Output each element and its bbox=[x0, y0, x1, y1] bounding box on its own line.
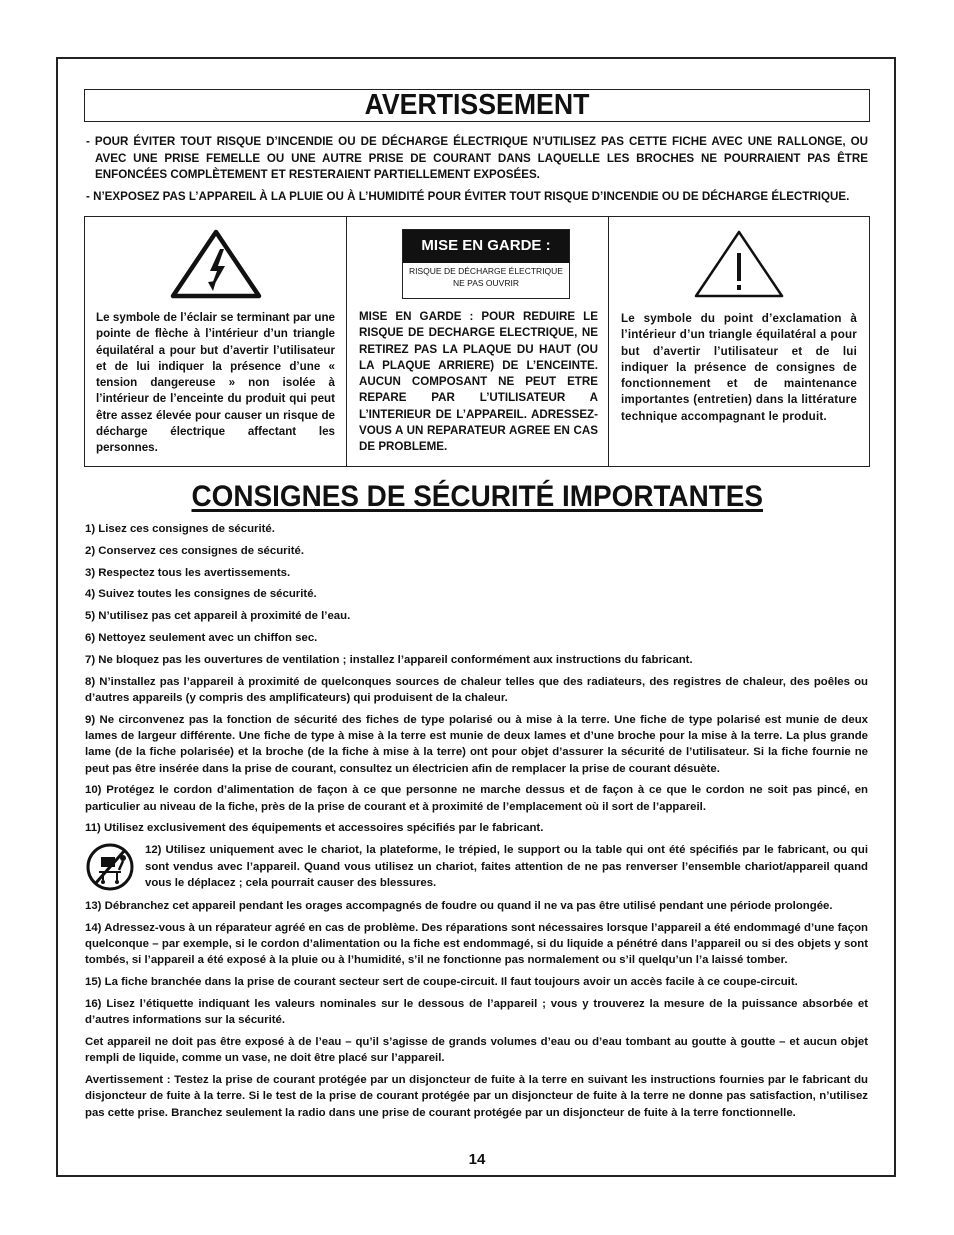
instruction-item: 8) N’installez pas l’appareil à proximité de quelconques sources de chaleur telles que des radiateurs, des registres de chaleur, des poêles ou d’autres appareils (y compris des amplificateurs) qui produisent de la chaleur. bbox=[85, 675, 868, 704]
safety-heading bbox=[84, 480, 870, 514]
warning-paragraph: - N’EXPOSEZ PAS L’APPAREIL À LA PLUIE OU À L’HUMIDITÉ POUR ÉVITER TOUT RISQUE D’INCENDIE OU DE DÉCHARGE ÉLECTRIQUE. bbox=[86, 190, 850, 203]
instruction-item: Avertissement : Testez la prise de courant protégée par un disjoncteur de fuite à la terre en suivant les instructions fournies par le fabricant du disjoncteur de fuite à la terre. Si le test de la prise de courant protégée par un disjoncteur de fuite à la terre ne donne pas satisfaction, n’utilisez pas cette prise. Branchez seulement la radio dans une prise de courant protégée par un disjoncteur de fuite à la terre fonctionnelle. bbox=[85, 1073, 868, 1119]
caution-cell bbox=[346, 217, 608, 466]
instruction-item: 10) Protégez le cordon d’alimentation de façon à ce que personne ne marche dessus et de façon à ce que le cordon ne soit pas pincé, en particulier au niveau de la fiche, près de la prise de courant et à proximité de l’emplacement où il sort de l’appareil. bbox=[85, 784, 868, 813]
instruction-item: 15) La fiche branchée dans la prise de courant secteur sert de coupe-circuit. Il faut toujours avoir un accès facile à ce coupe-circuit. bbox=[85, 975, 798, 988]
safety-title: CONSIGNES DE SÉCURITÉ IMPORTANTES bbox=[191, 480, 763, 513]
caution-label: MISE EN GARDE : bbox=[403, 230, 569, 263]
caution-sub-label bbox=[403, 263, 569, 289]
instruction-item: 3) Respectez tous les avertissements. bbox=[85, 566, 291, 579]
caution-sub-line: RISQUE DE DÉCHARGE ÉLECTRIQUE bbox=[409, 266, 563, 276]
page-number: 14 bbox=[468, 1151, 486, 1168]
instruction-item: 5) N’utilisez pas cet appareil à proximité de l’eau. bbox=[85, 610, 351, 623]
exclamation-triangle-icon bbox=[693, 229, 785, 299]
warning-title-box bbox=[84, 89, 870, 122]
instruction-item: 9) Ne circonvenez pas la fonction de sécurité des fiches de type polarisé ou à mise à la terre. Une fiche de type polarisé est munie de deux lames de largeur différente. Une fiche de type à mise à la terre est munie de deux lames et d’une broche pour la mise à la terre. La plus grande lame (de la fiche polarisée) et la broche (de la fiche à mise à la terre) ont pour objet d’assurer la sécurité de l’utilisateur. Si la fiche fournie ne peut pas être insérée dans la prise de courant, consultez un électricien afin de remplacer la prise de courant désuète. bbox=[85, 713, 868, 775]
cart-warning-icon bbox=[85, 842, 139, 892]
instruction-text: 12) Utilisez uniquement avec le chariot, la plateforme, le trépied, le support ou la table qui ont été spécifiés par le fabricant, ou qui sont vendus avec l’appareil. Quand vous utilisez un chariot, faites attention de ne pas renverser l’ensemble chariot/appareil quand vous le déplacez ; cela pourrait causer des blessures. bbox=[145, 844, 868, 889]
exclamation-description: Le symbole du point d’exclamation à l’intérieur d’un triangle équilatéral a pour but d’avertir l’utilisateur et de lui indiquer la présence de consignes de fonctionnement et de maintenance importantes (entretien) dans la littérature technique accompagnant le produit. bbox=[621, 312, 857, 423]
caution-description: MISE EN GARDE : POUR REDUIRE LE RISQUE DE DECHARGE ELECTRIQUE, NE RETIREZ PAS LA PLAQUE DU HAUT (OU LA PLAQUE ARRIERE) DE L’ENCEINTE. AUCUN COMPOSANT NE PEUT ETRE REPARE PAR L’UTILISATEUR A L’INTERIEUR DE L’APPAREIL. ADRESSEZ-VOUS A UN REPARATEUR AGREE EN CAS DE PROBLEME. bbox=[359, 310, 598, 454]
instruction-item bbox=[85, 842, 868, 892]
lightning-description: Le symbole de l’éclair se terminant par une pointe de flèche à l’intérieur d’un triangle équilatéral a pour but d’avertir l’utilisateur et de lui indiquer la présence d’une « tension dangereuse » non isolée à l’intérieur de l’enceinte du produit qui peut être assez élevée pour causer un risque de décharge électrique affectant les personnes. bbox=[96, 311, 335, 455]
lightning-triangle-icon bbox=[170, 229, 262, 299]
lightning-cell bbox=[85, 217, 346, 466]
exclamation-cell bbox=[608, 217, 868, 466]
instructions-list bbox=[85, 521, 868, 1126]
instruction-item: 14) Adressez-vous à un réparateur agréé en cas de problème. Des réparations sont nécessaires lorsque l’appareil a été endommagé d’une façon quelconque – par exemple, si le cordon d’alimentation ou la fiche est endommagé, si du liquide a pénétré dans l’appareil ou si des objets y sont tombés, si l’appareil a été exposé à la pluie ou à l’humidité, s’il ne fonctionne pas normalement ou s’il quelqu’un l’a laissé tomber. bbox=[85, 921, 868, 967]
instruction-item: 13) Débranchez cet appareil pendant les orages accompagnés de foudre ou quand il ne va pas être utilisé pendant une période prolongée. bbox=[85, 899, 833, 912]
instruction-item: 7) Ne bloquez pas les ouvertures de ventilation ; installez l’appareil conformément aux instructions du fabricant. bbox=[85, 653, 693, 666]
instruction-item: 11) Utilisez exclusivement des équipements et accessoires spécifiés par le fabricant. bbox=[85, 822, 544, 835]
page-title: AVERTISSEMENT bbox=[364, 89, 590, 121]
instruction-item: 4) Suivez toutes les consignes de sécurité. bbox=[85, 588, 317, 601]
instruction-item: Cet appareil ne doit pas être exposé à de l’eau – qu’il s’agisse de grands volumes d’eau ou d’eau tombant au goutte à goutte – et aucun objet rempli de liquide, comme un vase, ne doit être placé sur l’appareil. bbox=[85, 1035, 868, 1065]
instruction-item: 2) Conservez ces consignes de sécurité. bbox=[85, 544, 305, 557]
caution-sub-line: NE PAS OUVRIR bbox=[453, 278, 519, 288]
instruction-item: 16) Lisez l’étiquette indiquant les valeurs nominales sur le dessous de l’appareil ; vous y trouverez la mesure de la puissance absorbée et d’autres informations sur la sécurité. bbox=[85, 997, 868, 1027]
symbols-table bbox=[84, 216, 870, 467]
instruction-item: 6) Nettoyez seulement avec un chiffon sec. bbox=[85, 631, 318, 644]
warning-paragraph: - POUR ÉVITER TOUT RISQUE D’INCENDIE OU DE DÉCHARGE ÉLECTRIQUE N’UTILISEZ PAS CETTE FICHE AVEC UNE RALLONGE, OU AVEC UNE PRISE FEMELLE OU UNE AUTRE PRISE DE COURANT DANS LAQUELLE LES BROCHES NE POURRAIENT PAS ÊTRE ENFONCÉES COMPLÈTEMENT ET RESTERAIENT PARTIELLEMENT EXPOSÉES. bbox=[86, 135, 868, 181]
instruction-item: 1) Lisez ces consignes de sécurité. bbox=[85, 523, 275, 535]
caution-label-box bbox=[402, 229, 570, 299]
